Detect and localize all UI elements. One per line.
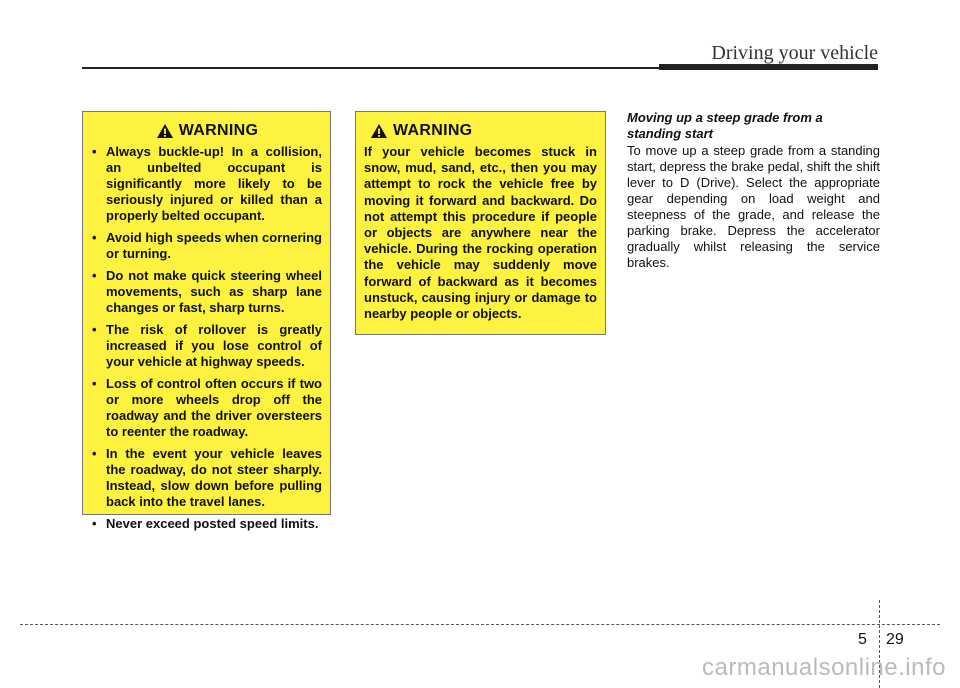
warning-triangle-icon <box>156 123 174 139</box>
warning-title: WARNING <box>393 122 473 139</box>
warning-item: • Do not make quick steering wheel movements, such as sharp lane changes or fast, sharp turns. <box>92 268 322 316</box>
warning-item: • Always buckle-up! In a collision, an unbelted occupant is significantly more likely to be seriously injured or killed than a properly belted occupant. <box>92 144 322 224</box>
warning-item: • Avoid high speeds when cornering or turning. <box>92 230 322 262</box>
page-header-title: Driving your vehicle <box>711 42 878 64</box>
header-bar <box>659 64 878 70</box>
warning-box-middle <box>355 111 606 335</box>
page-number: 29 <box>886 631 904 648</box>
warning-heading <box>364 122 597 140</box>
footer-dashed-rule <box>20 624 940 625</box>
section-title: Moving up a steep grade from a standing start <box>627 110 823 141</box>
warning-list <box>92 144 322 532</box>
watermark: carmanualsonline.info <box>702 654 946 681</box>
chapter-number: 5 <box>858 631 867 648</box>
warning-item: • In the event your vehicle leaves the roadway, do not steer sharply. Instead, slow down before pulling back into the travel lanes. <box>92 446 322 510</box>
warning-item: • Never exceed posted speed limits. <box>92 516 322 532</box>
warning-triangle-icon <box>370 123 388 139</box>
warning-title: WARNING <box>178 122 259 139</box>
warning-heading <box>92 122 322 140</box>
warning-item: • The risk of rollover is greatly increased if you lose control of your vehicle at highway speeds. <box>92 322 322 370</box>
warning-item: • Loss of control often occurs if two or more wheels drop off the roadway and the driver oversteers to reenter the roadway. <box>92 376 322 440</box>
warning-text: If your vehicle becomes stuck in snow, mud, sand, etc., then you may attempt to rock the vehicle free by moving it forward and backward. Do not attempt this procedure if people or objects are anywhere near the vehicle. During the rocking operation the vehicle may suddenly move forward of backward as it becomes unstuck, causing injury or damage to nearby people or objects. <box>364 144 597 322</box>
section-body: To move up a steep grade from a standing start, depress the brake pedal, shift the shift lever to D (Drive). Select the appropriate gear depending on load weight and steepness of the grade, and release the parking brake. Depress the accelerator gradually whilst releasing the service brakes. <box>627 143 880 270</box>
warning-box-left <box>82 111 331 531</box>
